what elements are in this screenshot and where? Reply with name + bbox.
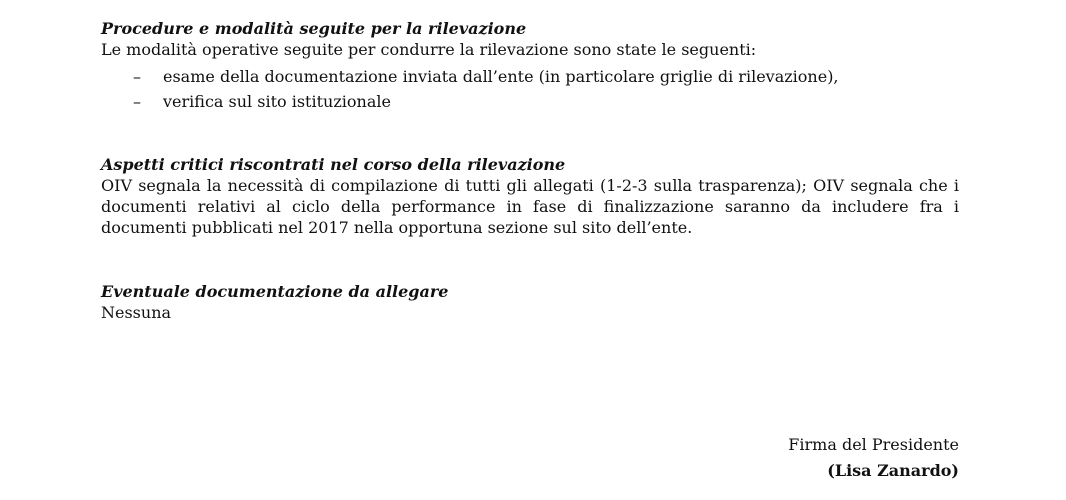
signature-label: Firma del Presidente — [788, 435, 959, 454]
list-item-text: esame della documentazione inviata dall’ente (in particolare griglie di rilevazione), — [163, 67, 839, 86]
list-item — [101, 89, 959, 114]
dash-bullet-icon: – — [133, 92, 141, 111]
procedure-intro: Le modalità operative seguite per condurre la rilevazione sono state le seguenti: — [101, 40, 757, 59]
section-documentazione — [101, 281, 959, 323]
signature-block — [788, 432, 959, 484]
section-critici — [101, 154, 959, 238]
section-title-procedure: Procedure e modalità seguite per la rilevazione — [101, 19, 527, 38]
dash-bullet-icon: – — [133, 67, 141, 86]
section-procedure — [101, 18, 959, 114]
list-item — [101, 64, 959, 89]
procedure-list — [101, 64, 959, 114]
section-title-critici: Aspetti critici riscontrati nel corso della rilevazione — [101, 155, 566, 174]
signature-name: (Lisa Zanardo) — [827, 461, 959, 480]
document-page — [101, 18, 959, 323]
documentazione-body: Nessuna — [101, 303, 172, 322]
critici-body: OIV segnala la necessità di compilazione di tutti gli allegati (1-2-3 sulla trasparenza); OIV segnala che i documenti relativi al ciclo della performance in fase di finalizzazione saranno da includere fra i documenti pubblicati nel 2017 nella opportuna sezione sul sito dell’ente. — [101, 176, 959, 237]
section-title-documentazione: Eventuale documentazione da allegare — [101, 282, 449, 301]
list-item-text: verifica sul sito istituzionale — [163, 92, 391, 111]
